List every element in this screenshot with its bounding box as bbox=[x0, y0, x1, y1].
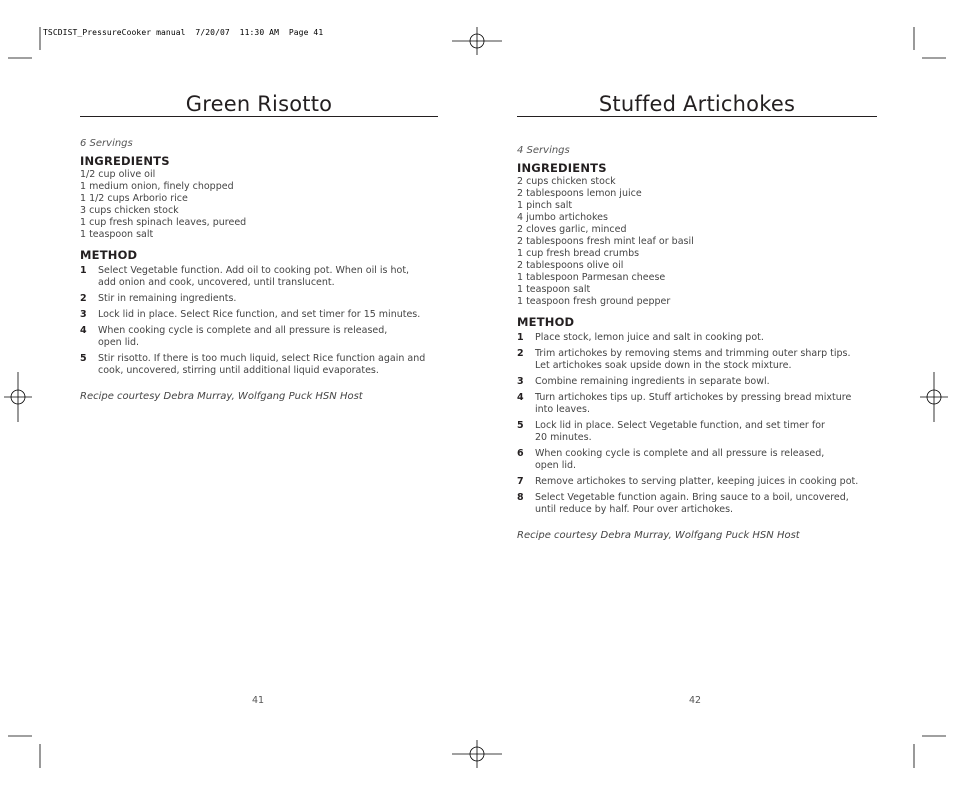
servings: 6 Servings bbox=[80, 138, 133, 149]
ingredient-item: 1 teaspoon salt bbox=[80, 229, 154, 240]
step-text-line: Combine remaining ingredients in separate bowl. bbox=[535, 376, 770, 387]
step-text-line: Turn artichokes tips up. Stuff artichokes by pressing bread mixture bbox=[535, 392, 852, 403]
print-slug: TSCDIST_PressureCooker manual 7/20/07 11:30 AM Page 41 bbox=[43, 28, 324, 37]
method-step bbox=[517, 476, 877, 488]
ingredient-item: 1 teaspoon fresh ground pepper bbox=[517, 296, 671, 307]
method-step bbox=[517, 332, 877, 344]
method-step bbox=[80, 293, 438, 305]
step-text-line: add onion and cook, uncovered, until translucent. bbox=[98, 277, 335, 288]
step-number: 3 bbox=[517, 376, 524, 387]
method-heading: METHOD bbox=[80, 248, 138, 262]
step-number: 3 bbox=[80, 309, 87, 320]
ingredient-item: 1 pinch salt bbox=[517, 200, 573, 211]
step-number: 5 bbox=[80, 353, 87, 364]
step-text-line: cook, uncovered, stirring until additional liquid evaporates. bbox=[98, 365, 379, 376]
step-text-line: Trim artichokes by removing stems and trimming outer sharp tips. bbox=[535, 348, 851, 359]
left-page bbox=[80, 92, 438, 403]
step-number: 6 bbox=[517, 448, 524, 459]
step-text-line: When cooking cycle is complete and all pressure is released, bbox=[535, 448, 825, 459]
ingredient-item: 2 tablespoons fresh mint leaf or basil bbox=[517, 236, 694, 247]
ingredients-list bbox=[80, 169, 438, 241]
method-step bbox=[517, 492, 877, 516]
method-step bbox=[80, 309, 438, 321]
step-number: 1 bbox=[517, 332, 524, 343]
step-text-line: Let artichokes soak upside down in the stock mixture. bbox=[535, 360, 792, 371]
recipe-title: Stuffed Artichokes bbox=[517, 92, 877, 117]
method-steps bbox=[517, 332, 877, 516]
recipe-credit: Recipe courtesy Debra Murray, Wolfgang Puck HSN Host bbox=[80, 391, 363, 402]
ingredient-item: 2 cloves garlic, minced bbox=[517, 224, 627, 235]
recipe-title: Green Risotto bbox=[80, 92, 438, 117]
step-text-line: until reduce by half. Pour over artichokes. bbox=[535, 504, 734, 515]
method-step bbox=[80, 265, 438, 289]
step-text-line: Lock lid in place. Select Vegetable function, and set timer for bbox=[535, 420, 825, 431]
step-number: 2 bbox=[517, 348, 524, 359]
registration-mark-left bbox=[4, 372, 32, 422]
method-step bbox=[517, 392, 877, 416]
ingredient-item: 1 cup fresh bread crumbs bbox=[517, 248, 640, 259]
ingredient-item: 1 tablespoon Parmesan cheese bbox=[517, 272, 666, 283]
registration-mark-right bbox=[920, 372, 948, 422]
step-number: 5 bbox=[517, 420, 524, 431]
step-text-line: Stir risotto. If there is too much liquid, select Rice function again and bbox=[98, 353, 426, 364]
ingredient-item: 1 medium onion, finely chopped bbox=[80, 181, 234, 192]
step-number: 2 bbox=[80, 293, 87, 304]
step-number: 7 bbox=[517, 476, 524, 487]
registration-mark-bottom bbox=[452, 740, 502, 768]
method-step bbox=[80, 353, 438, 377]
step-text-line: Place stock, lemon juice and salt in cooking pot. bbox=[535, 332, 764, 343]
method-step bbox=[517, 448, 877, 472]
servings: 4 Servings bbox=[517, 145, 570, 156]
step-text-line: 20 minutes. bbox=[535, 432, 592, 443]
ingredient-item: 1 teaspoon salt bbox=[517, 284, 591, 295]
page-number: 42 bbox=[689, 695, 702, 706]
ingredients-list bbox=[517, 176, 877, 308]
step-text-line: When cooking cycle is complete and all pressure is released, bbox=[98, 325, 388, 336]
right-page bbox=[517, 92, 877, 542]
page-number: 41 bbox=[252, 695, 265, 706]
ingredient-item: 1 1/2 cups Arborio rice bbox=[80, 193, 188, 204]
step-number: 4 bbox=[80, 325, 87, 336]
method-step bbox=[517, 420, 877, 444]
method-step bbox=[80, 325, 438, 349]
method-steps bbox=[80, 265, 438, 377]
ingredient-item: 3 cups chicken stock bbox=[80, 205, 179, 216]
step-number: 8 bbox=[517, 492, 524, 503]
step-number: 4 bbox=[517, 392, 524, 403]
ingredient-item: 2 tablespoons lemon juice bbox=[517, 188, 642, 199]
ingredients-heading: INGREDIENTS bbox=[517, 161, 607, 175]
method-heading: METHOD bbox=[517, 315, 575, 329]
step-text-line: into leaves. bbox=[535, 404, 590, 415]
method-step bbox=[517, 376, 877, 388]
step-text-line: Select Vegetable function again. Bring sauce to a boil, uncovered, bbox=[535, 492, 849, 503]
ingredient-item: 1 cup fresh spinach leaves, pureed bbox=[80, 217, 247, 228]
step-text-line: Remove artichokes to serving platter, keeping juices in cooking pot. bbox=[535, 476, 859, 487]
ingredient-item: 1/2 cup olive oil bbox=[80, 169, 156, 180]
step-text-line: Lock lid in place. Select Rice function, and set timer for 15 minutes. bbox=[98, 309, 421, 320]
step-text-line: Select Vegetable function. Add oil to cooking pot. When oil is hot, bbox=[98, 265, 410, 276]
step-number: 1 bbox=[80, 265, 87, 276]
ingredient-item: 2 tablespoons olive oil bbox=[517, 260, 624, 271]
ingredient-item: 2 cups chicken stock bbox=[517, 176, 616, 187]
step-text-line: open lid. bbox=[98, 337, 140, 348]
registration-mark-top bbox=[452, 27, 502, 55]
recipe-credit: Recipe courtesy Debra Murray, Wolfgang Puck HSN Host bbox=[517, 530, 800, 541]
ingredients-heading: INGREDIENTS bbox=[80, 154, 170, 168]
step-text-line: Stir in remaining ingredients. bbox=[98, 293, 237, 304]
step-text-line: open lid. bbox=[535, 460, 577, 471]
method-step bbox=[517, 348, 877, 372]
ingredient-item: 4 jumbo artichokes bbox=[517, 212, 608, 223]
